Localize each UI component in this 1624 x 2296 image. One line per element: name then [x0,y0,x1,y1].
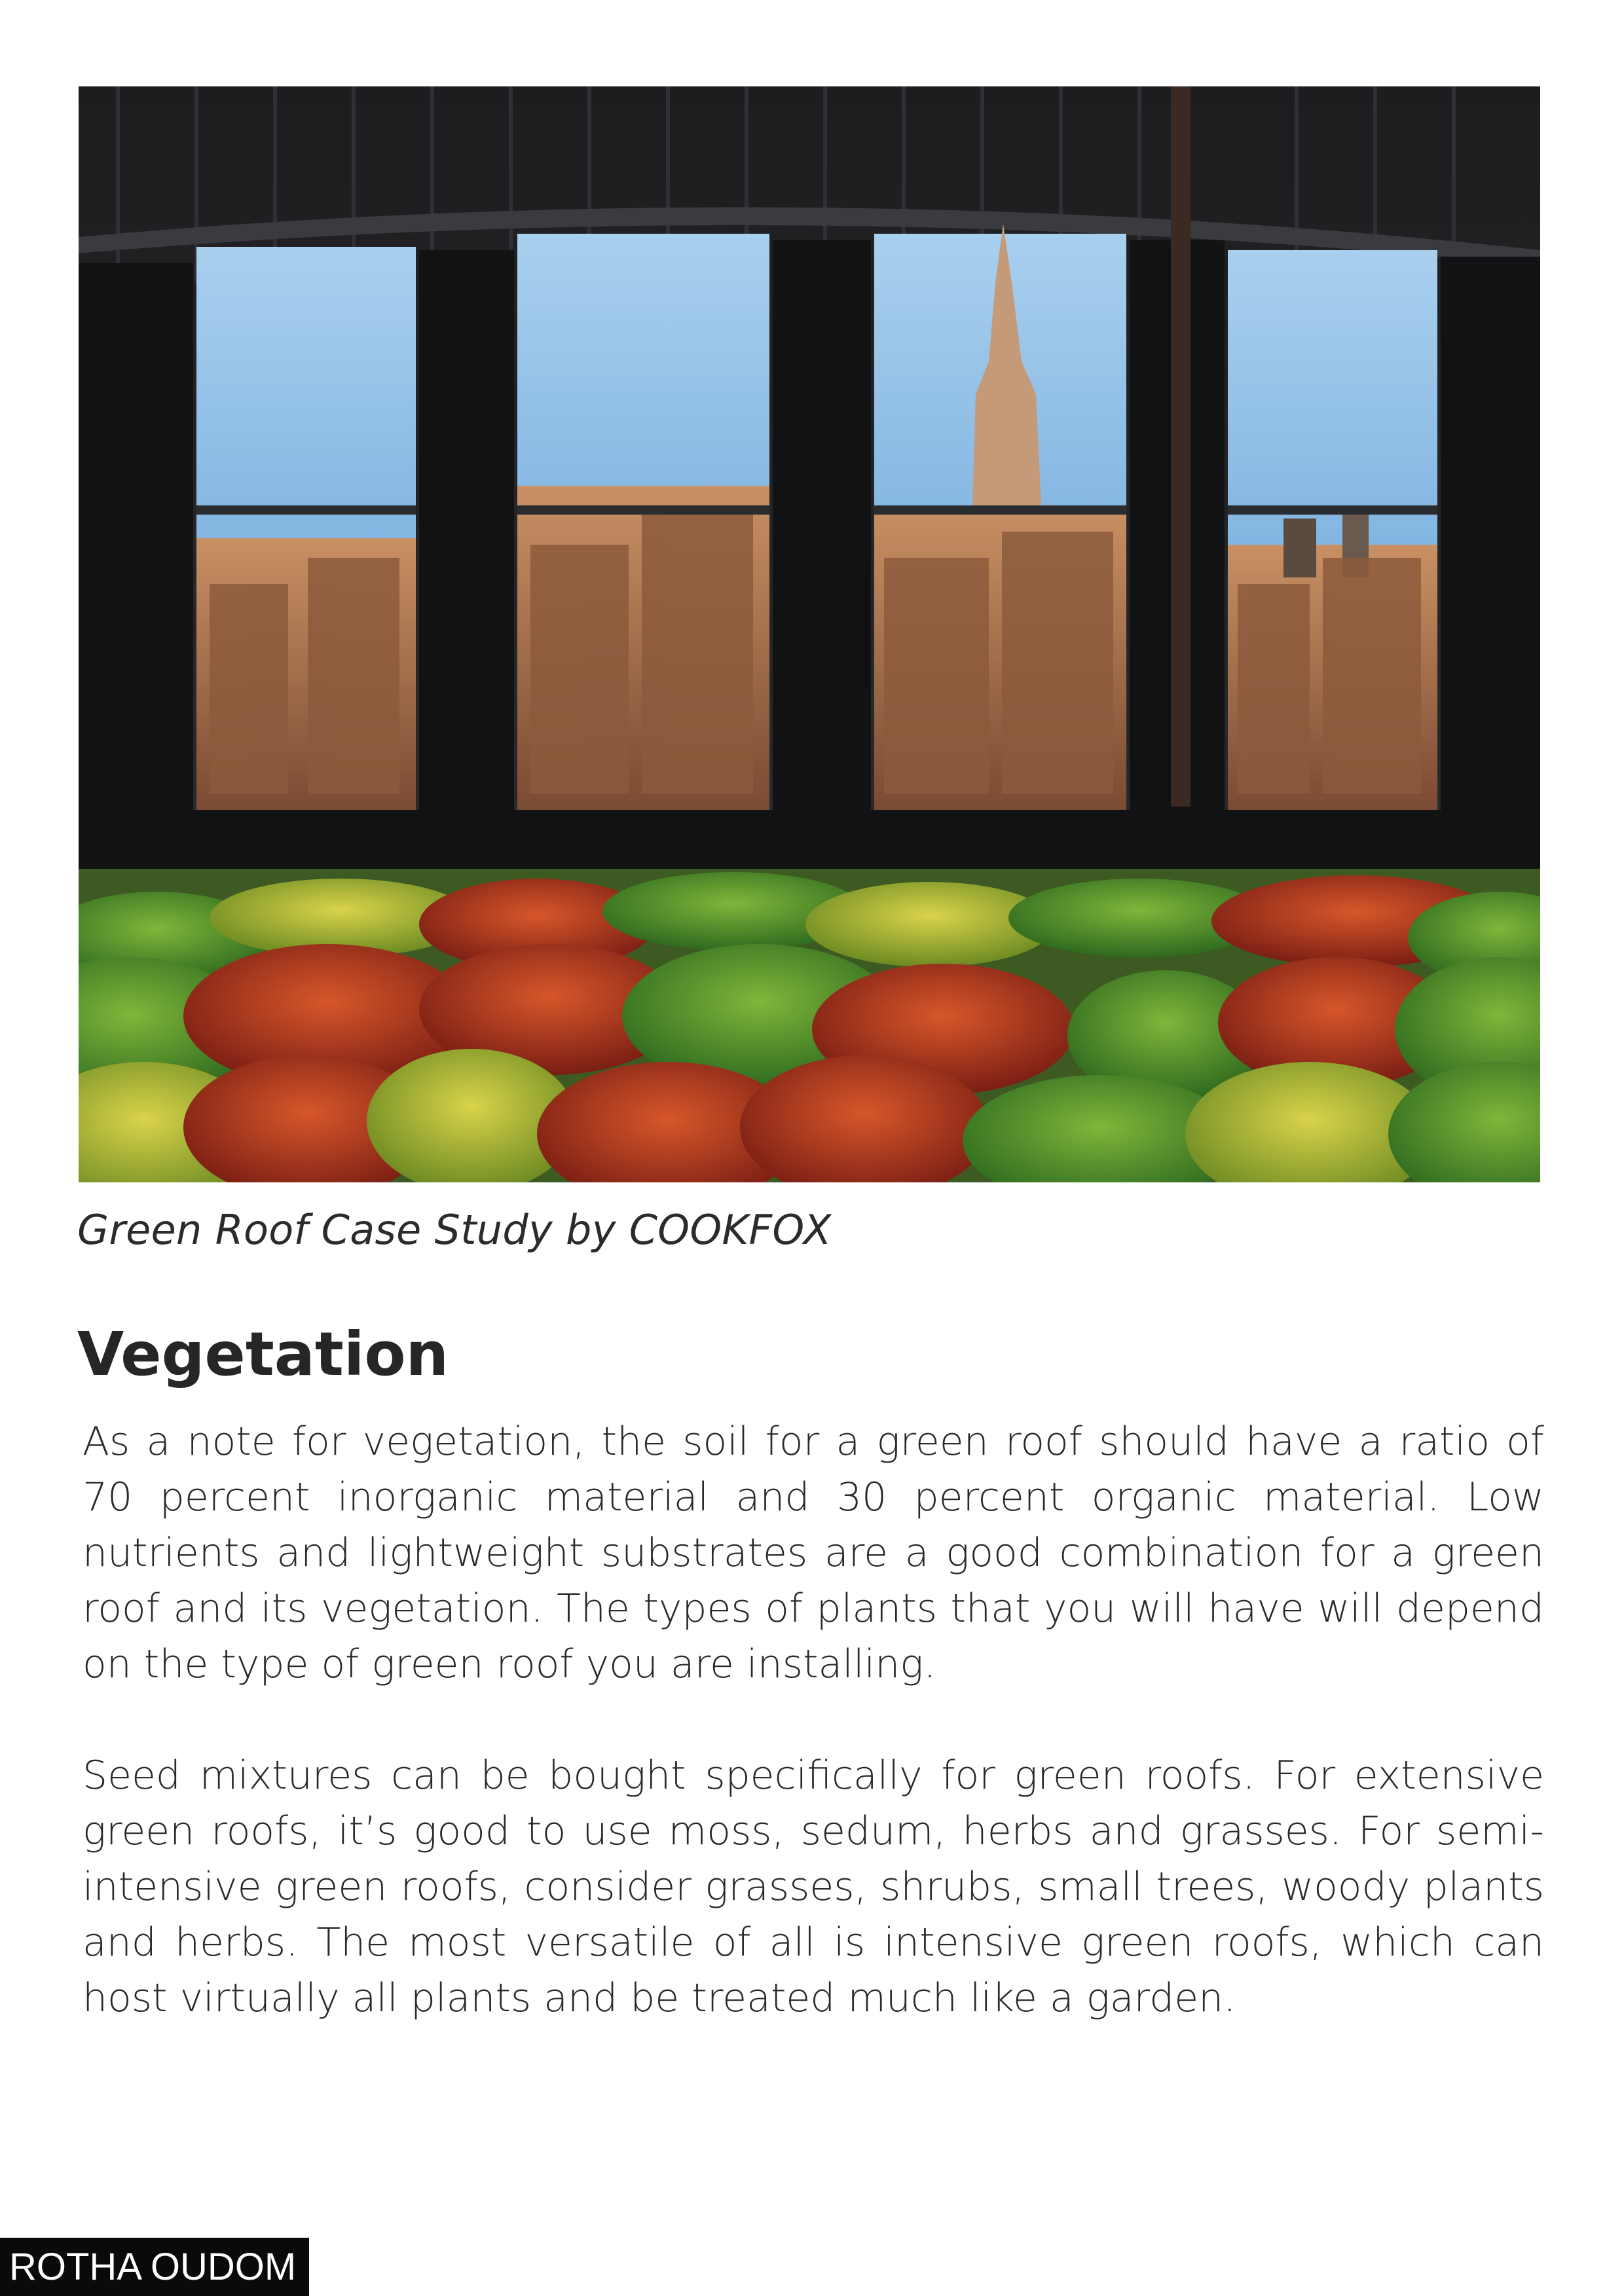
body-paragraph: As a note for vegetation, the soil for a green roof should have a ratio of 70 percent inorganic material and 30 percent organic material. Low nutrients and lightweight substrates are a good combination for a green roof and its vegetation. The types of plants that you will have will depend on the type of green roof you are installing. [83,1419,1544,1687]
green-roof-photo [79,86,1540,1182]
author-label: ROTHA OUDOM [0,2238,309,2296]
figure-caption: Green Roof Case Study by COOKFOX [77,1206,832,1254]
section-heading: Vegetation [77,1319,449,1389]
body-paragraph: Seed mixtures can be bought specifically for green roofs. For extensive green roofs, it’s good to use moss, sedum, herbs and grasses. For semi-intensive green roofs, consider grasses, shrubs, small trees, woody plants and herbs. The most versatile of all is intensive green roofs, which can host virtually all plants and be treated much like a garden. [83,1753,1544,2021]
